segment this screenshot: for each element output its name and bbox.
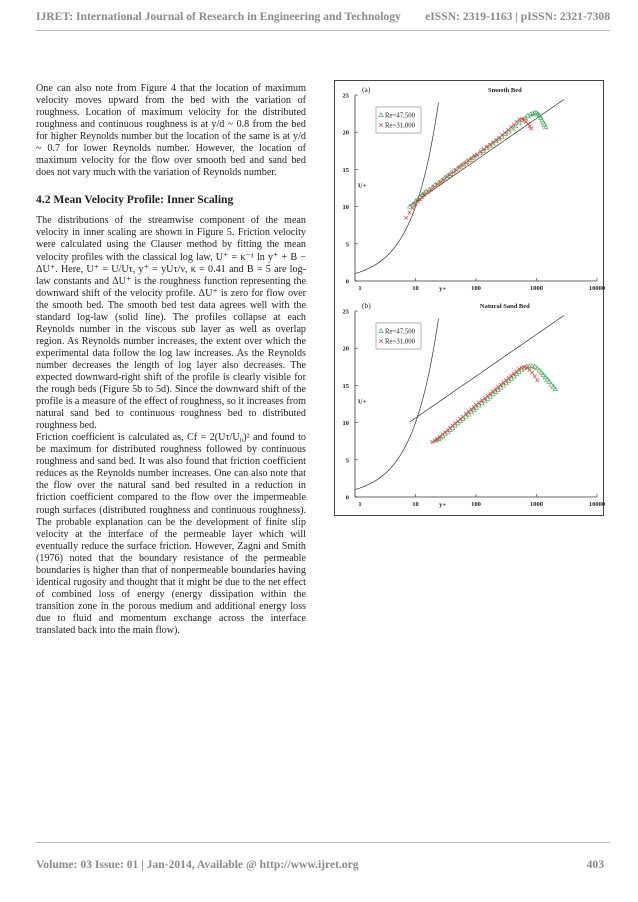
chart-panel-2 — [343, 301, 606, 509]
y-axis-label: U+ — [358, 398, 367, 406]
x-tick-label: 1 — [358, 285, 362, 292]
data-point-cross — [503, 131, 507, 135]
paragraph-3: Friction coefficient is calculated as, Cf = 2(Uτ/U₀)² and found to be maximum for distributed roughness followed by continuous roughness and sand bed. It was also found that friction coefficient reduces as the Reynolds number increases. One can also note that the flow over the natural sand bed resulted in a reduction in friction coefficient compared to the flow over the impermeable rough surfaces (distributed roughness and continuous roughness). The probable explanation can be the development of finite slip velocity at the interface of the permeable layer which will eventually reduce the surface friction. However, Zagni and Smith (1976) noted that the boundary resistance of the permeable boundaries is higher than that of nonpermeable boundaries having identical rugosity and thought that it might be due to the net effect of combined loss of energy (energy dissipation within the transition zone in the porous medium and additional energy loss due to fluid and momentum exchange across the interface translated back into the main flow). — [36, 432, 306, 636]
y-tick-label: 10 — [342, 420, 349, 428]
data-point-cross — [533, 375, 537, 379]
data-point-cross — [477, 401, 481, 405]
issn: eISSN: 2319-1163 | pISSN: 2321-7308 — [425, 10, 610, 23]
header-rule — [36, 30, 610, 31]
paragraph-2-body: The smooth bed test data agrees well with the standard log-law (solid line). The profiles collapse at each Reynolds number in the viscous sub layer as well as overlap region. As Reynolds number increases, the extent over which the experimental data follow the log law increases. As the Reynolds number decreases the length of log layer also decreases. The expected downward-right shift of the profile is clearly visible for the rough beds (Figure 5b to 5d). Since the downward shift of the profile is a measure of the effect of roughness, so it increases from natural sand bed to continuous roughness bed to distributed roughness bed. — [36, 299, 306, 432]
legend-label: Re=47,500 — [385, 112, 416, 120]
paragraph-2-intro: The distributions of the streamwise component of the mean velocity in inner scaling are shown in Figure 5. Friction velocity were calculated using the Clauser method by fitting the mean velocity profiles with the classical log law, — [36, 215, 306, 263]
chart-title: Natural Sand Bed — [479, 303, 530, 310]
data-point-cross — [474, 403, 478, 407]
y-tick-label: 0 — [345, 494, 349, 502]
panel-label: (b) — [362, 301, 371, 310]
y-tick-label: 20 — [342, 345, 349, 353]
log-law-line — [410, 315, 564, 422]
log-law-equation: U⁺ = κ⁻¹ ln y⁺ + B − ΔU⁺. Here, U⁺ = U/Uτ, y⁺ = yUτ/ν, κ = 0.41 and B = 5 are log-law constants and ΔU⁺ is the roughness function representing the downward shift of the velocity profile. ΔU⁺ is zero for flow over the smooth bed. — [36, 251, 307, 311]
y-tick-label: 10 — [342, 204, 349, 212]
footer-volume: Volume: 03 Issue: 01 | Jan-2014, Available @ http://www.ijret.org — [36, 858, 359, 871]
x-tick-label: 1000 — [530, 501, 543, 508]
x-tick-label: 1000 — [530, 285, 543, 292]
chart-title: Smooth Bed — [487, 87, 522, 94]
y-tick-label: 25 — [342, 92, 349, 100]
x-tick-label: 10000 — [588, 501, 606, 508]
y-tick-label: 15 — [342, 166, 349, 174]
x-tick-label: 10 — [412, 501, 419, 508]
series-1 — [434, 364, 558, 442]
data-point-cross — [486, 394, 490, 398]
section-heading: 4.2 Mean Velocity Profile: Inner Scaling — [36, 193, 234, 207]
y-tick-label: 5 — [345, 457, 349, 465]
x-axis-label: y+ — [439, 285, 447, 293]
data-point-cross — [535, 378, 539, 382]
panel-label: (a) — [362, 85, 371, 94]
footer-rule — [36, 842, 610, 843]
data-point-cross — [432, 185, 436, 189]
data-point-cross — [529, 127, 533, 131]
x-tick-label: 10000 — [588, 285, 606, 292]
page-header — [36, 10, 610, 23]
data-point-cross — [528, 124, 532, 128]
y-tick-label: 25 — [342, 308, 349, 316]
paragraph-1: One can also note from Figure 4 that the location of maximum velocity moves upward from the bed with the variation of roughness. Location of maximum velocity for the distributed roughness and continuous roughness is at y/d ~ 0.8 from the bed for higher Reynolds number but the location of the same is at y/d ~ 0.7 for lower Reynolds number. However, the location of maximum velocity for the flow over smooth bed and sand bed does not vary much with the variation of Reynolds number. — [36, 83, 306, 179]
legend-label: Re=47,500 — [385, 328, 416, 336]
figure-svg — [335, 81, 606, 515]
figure-5-box — [334, 80, 604, 516]
data-point-cross — [429, 188, 433, 192]
page-number: 403 — [586, 858, 604, 871]
data-point-cross — [480, 398, 484, 402]
x-tick-label: 100 — [471, 285, 481, 292]
page-footer — [36, 858, 604, 871]
x-tick-label: 1 — [358, 501, 362, 508]
y-tick-label: 5 — [345, 241, 349, 249]
x-axis-label: y+ — [439, 501, 447, 509]
legend-label: Re=31,000 — [385, 122, 416, 130]
journal-title: IJRET: International Journal of Research in Engineering and Technology — [36, 10, 401, 23]
series-2 — [404, 117, 533, 220]
chart-panel-1 — [343, 85, 606, 293]
y-tick-label: 0 — [345, 278, 349, 286]
x-tick-label: 10 — [412, 285, 419, 292]
x-tick-label: 100 — [471, 501, 481, 508]
legend-label: Re=31,000 — [385, 338, 416, 346]
y-tick-label: 15 — [342, 382, 349, 390]
data-point-cross — [404, 216, 408, 220]
data-point-cross — [530, 371, 534, 375]
y-axis-label: U+ — [358, 182, 367, 190]
y-tick-label: 20 — [342, 129, 349, 137]
paragraph-2 — [36, 215, 306, 432]
text-column — [36, 83, 306, 637]
data-point-cross — [408, 211, 412, 215]
